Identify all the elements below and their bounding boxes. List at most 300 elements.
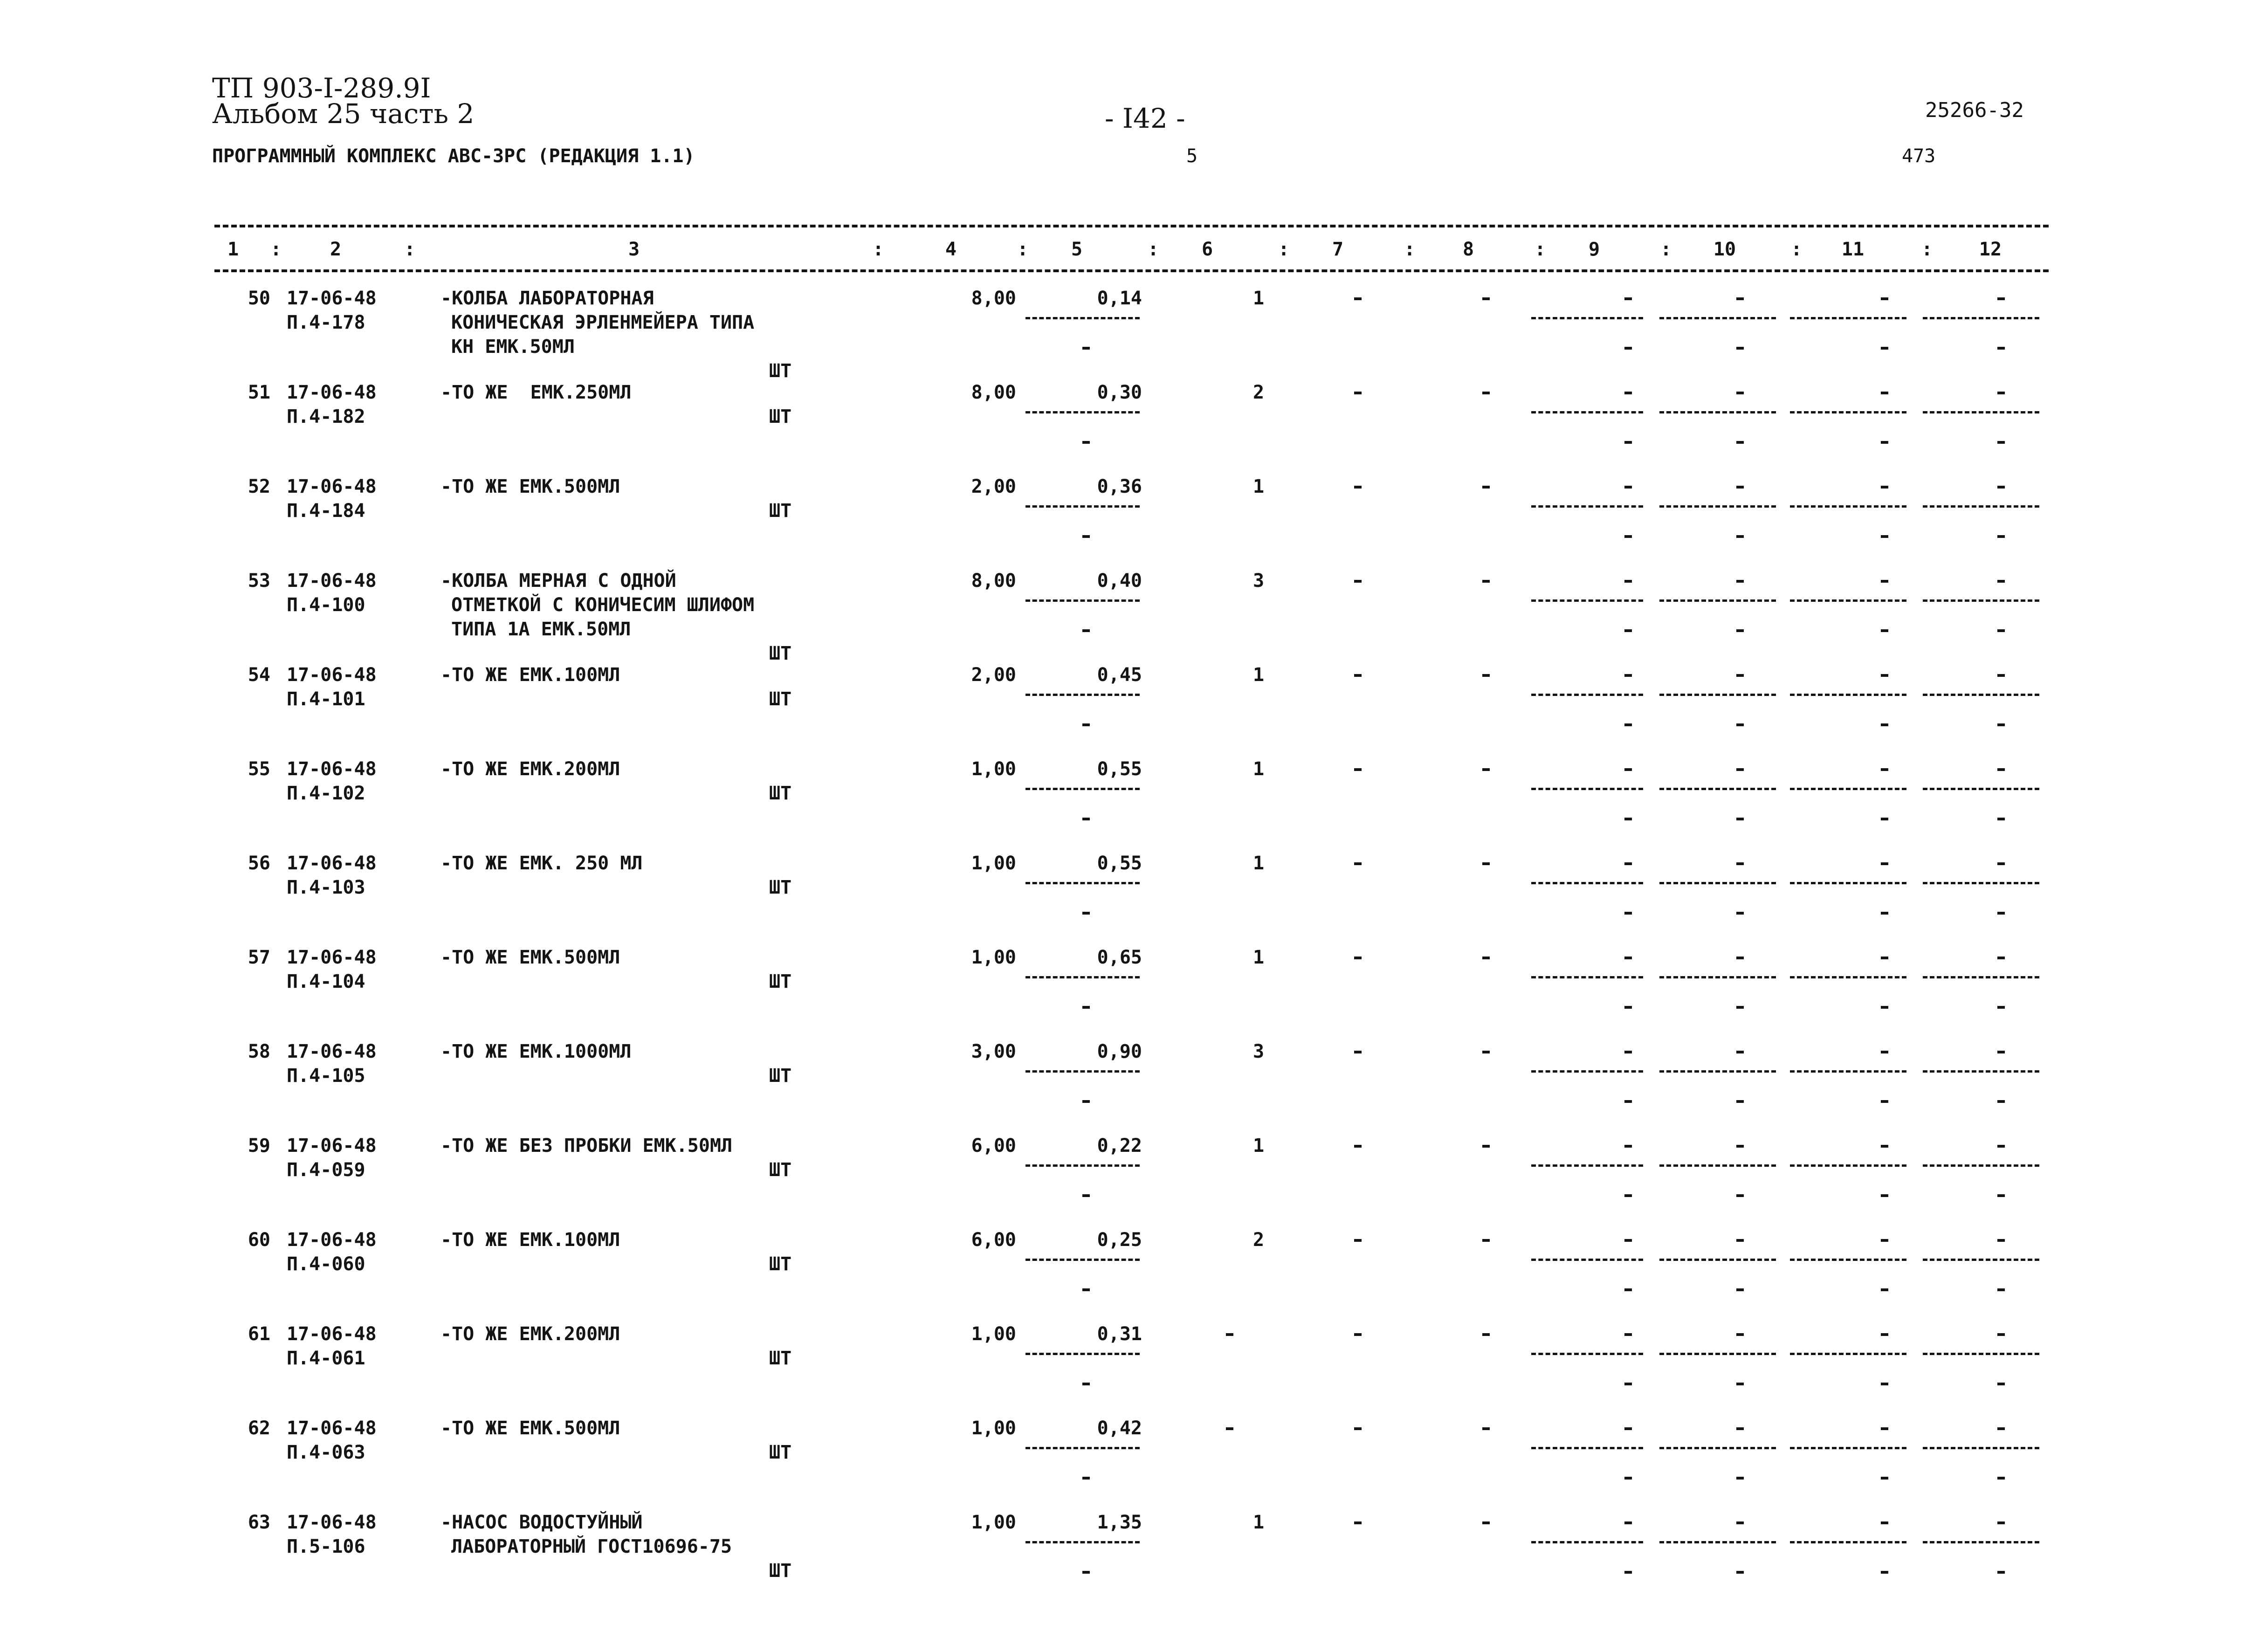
column-12-lower-empty-mark: [1997, 535, 2005, 538]
price-fraction-line: [1025, 1259, 1140, 1261]
column-11-fraction-line: [1790, 1541, 1906, 1543]
price-empty-mark: [1082, 1477, 1090, 1480]
item-description: ТИПА 1А ЕМК.50МЛ: [451, 619, 631, 640]
quantity-value: 8,00: [971, 288, 1016, 309]
column-10-empty-mark: [1736, 392, 1744, 394]
column-12-lower-empty-mark: [1997, 1571, 2005, 1574]
price-fraction-line: [1025, 505, 1140, 508]
column-12-empty-mark: [1997, 1333, 2005, 1336]
column-10-fraction-line: [1659, 694, 1776, 696]
column-10-fraction-line: [1659, 1259, 1776, 1261]
column-header-11: 11: [1841, 239, 1865, 260]
column-12-fraction-line: [1923, 599, 2039, 602]
column-10-fraction-line: [1659, 1353, 1776, 1355]
column-9-lower-empty-mark: [1624, 1571, 1632, 1574]
catalog-ref: П.4-104: [287, 971, 365, 992]
column-10-lower-empty-mark: [1736, 1477, 1744, 1480]
column-11-fraction-line: [1790, 1164, 1906, 1167]
item-description: -КОЛБА МЕРНАЯ С ОДНОЙ: [440, 570, 676, 592]
unit-label: ШТ: [769, 1348, 792, 1369]
column-9-lower-empty-mark: [1624, 629, 1632, 632]
column-10-empty-mark: [1736, 1051, 1744, 1053]
column-11-fraction-line: [1790, 505, 1906, 508]
price-empty-mark: [1082, 1100, 1090, 1103]
column-11-lower-empty-mark: [1881, 723, 1888, 726]
column-10-empty-mark: [1736, 1427, 1744, 1430]
price-code: 17-06-48: [287, 947, 377, 968]
column-7-empty-mark: [1354, 1333, 1362, 1336]
column-9-fraction-line: [1531, 411, 1643, 413]
price-value: 0,14: [1097, 288, 1142, 309]
column-10-fraction-line: [1659, 1447, 1776, 1449]
column-11-fraction-line: [1790, 411, 1906, 413]
item-description: -ТО ЖЕ ЕМК.500МЛ: [440, 947, 620, 968]
row-number: 57: [248, 947, 270, 968]
column-7-empty-mark: [1354, 486, 1362, 489]
column-separator: :: [1534, 239, 1546, 260]
column-9-fraction-line: [1531, 788, 1643, 790]
quantity-value: 1,00: [971, 1418, 1016, 1439]
column-9-lower-empty-mark: [1624, 912, 1632, 915]
item-description: ЛАБОРАТОРНЫЙ ГОСТ10696-75: [451, 1536, 732, 1557]
unit-label: ШТ: [769, 500, 792, 522]
column-12-empty-mark: [1997, 392, 2005, 394]
quantity-value: 3,00: [971, 1041, 1016, 1062]
item-description: -ТО ЖЕ ЕМК.1000МЛ: [440, 1041, 632, 1062]
column-10-fraction-line: [1659, 1541, 1776, 1543]
column-12-lower-empty-mark: [1997, 441, 2005, 444]
column-separator: :: [1148, 239, 1159, 260]
column-12-fraction-line: [1923, 411, 2039, 413]
column-separator: :: [270, 239, 282, 260]
column-10-empty-mark: [1736, 768, 1744, 771]
price-empty-mark: [1082, 723, 1090, 726]
price-empty-mark: [1082, 1288, 1090, 1291]
catalog-ref: П.4-059: [287, 1159, 365, 1181]
column-6-value: 1: [1252, 476, 1265, 497]
price-code: 17-06-48: [287, 476, 377, 497]
item-description: -КОЛБА ЛАБОРАТОРНАЯ: [440, 288, 654, 309]
column-10-lower-empty-mark: [1736, 912, 1744, 915]
column-header-6: 6: [1201, 239, 1213, 260]
item-description: -ТО ЖЕ БЕЗ ПРОБКИ ЕМК.50МЛ: [440, 1135, 733, 1156]
column-11-empty-mark: [1881, 1521, 1888, 1524]
unit-label: ШТ: [769, 971, 792, 992]
column-9-lower-empty-mark: [1624, 535, 1632, 538]
column-8-empty-mark: [1482, 862, 1490, 865]
column-10-lower-empty-mark: [1736, 347, 1744, 350]
column-11-lower-empty-mark: [1881, 1383, 1888, 1385]
column-11-fraction-line: [1790, 694, 1906, 696]
column-9-fraction-line: [1531, 505, 1643, 508]
column-11-empty-mark: [1881, 1051, 1888, 1053]
catalog-ref: П.4-103: [287, 877, 365, 898]
unit-label: ШТ: [769, 877, 792, 898]
column-8-empty-mark: [1482, 1145, 1490, 1148]
catalog-ref: П.4-061: [287, 1348, 365, 1369]
quantity-value: 6,00: [971, 1229, 1016, 1251]
column-12-lower-empty-mark: [1997, 912, 2005, 915]
column-separator: :: [1404, 239, 1416, 260]
column-7-empty-mark: [1354, 1051, 1362, 1053]
row-number: 50: [248, 288, 270, 309]
column-10-empty-mark: [1736, 1333, 1744, 1336]
catalog-ref: П.4-184: [287, 500, 365, 522]
column-9-empty-mark: [1624, 957, 1632, 959]
column-8-empty-mark: [1482, 957, 1490, 959]
price-empty-mark: [1082, 1383, 1090, 1385]
price-fraction-line: [1025, 694, 1140, 696]
price-code: 17-06-48: [287, 1229, 377, 1251]
column-9-fraction-line: [1531, 694, 1643, 696]
column-12-fraction-line: [1923, 1164, 2039, 1167]
column-9-lower-empty-mark: [1624, 1383, 1632, 1385]
price-fraction-line: [1025, 411, 1140, 413]
column-11-fraction-line: [1790, 1259, 1906, 1261]
column-10-empty-mark: [1736, 297, 1744, 300]
price-value: 0,65: [1097, 947, 1142, 968]
column-7-empty-mark: [1354, 1427, 1362, 1430]
column-10-empty-mark: [1736, 486, 1744, 489]
column-12-empty-mark: [1997, 1239, 2005, 1242]
column-12-lower-empty-mark: [1997, 818, 2005, 820]
column-11-fraction-line: [1790, 882, 1906, 884]
column-6-value: 1: [1252, 1135, 1265, 1156]
column-12-empty-mark: [1997, 957, 2005, 959]
column-8-empty-mark: [1482, 1427, 1490, 1430]
price-code: 17-06-48: [287, 288, 377, 309]
column-9-lower-empty-mark: [1624, 1006, 1632, 1009]
program-title: ПРОГРАММНЫЙ КОМПЛЕКС АВС-3РС (РЕДАКЦИЯ 1.1): [212, 145, 695, 167]
column-7-empty-mark: [1354, 862, 1362, 865]
unit-label: ШТ: [769, 1442, 792, 1463]
column-10-empty-mark: [1736, 1521, 1744, 1524]
price-empty-mark: [1082, 1571, 1090, 1574]
quantity-value: 1,00: [971, 1512, 1016, 1533]
price-code: 17-06-48: [287, 853, 377, 874]
column-7-empty-mark: [1354, 1145, 1362, 1148]
column-11-empty-mark: [1881, 1239, 1888, 1242]
column-8-empty-mark: [1482, 1051, 1490, 1053]
column-12-lower-empty-mark: [1997, 1194, 2005, 1197]
column-separator: :: [873, 239, 884, 260]
column-10-fraction-line: [1659, 411, 1776, 413]
column-10-lower-empty-mark: [1736, 1194, 1744, 1197]
page-number: - I42 -: [1105, 103, 1185, 134]
column-header-9: 9: [1588, 239, 1600, 260]
column-12-fraction-line: [1923, 1447, 2039, 1449]
column-9-lower-empty-mark: [1624, 723, 1632, 726]
item-description: -ТО ЖЕ ЕМК. 250 МЛ: [440, 853, 643, 874]
column-9-lower-empty-mark: [1624, 1194, 1632, 1197]
column-12-empty-mark: [1997, 674, 2005, 677]
column-9-empty-mark: [1624, 1521, 1632, 1524]
price-value: 0,30: [1097, 382, 1142, 403]
unit-label: ШТ: [769, 783, 792, 804]
column-header-8: 8: [1462, 239, 1474, 260]
column-12-lower-empty-mark: [1997, 1006, 2005, 1009]
price-code: 17-06-48: [287, 1512, 377, 1533]
column-12-empty-mark: [1997, 580, 2005, 583]
column-12-empty-mark: [1997, 486, 2005, 489]
column-11-lower-empty-mark: [1881, 1477, 1888, 1480]
column-9-empty-mark: [1624, 1333, 1632, 1336]
quantity-value: 1,00: [971, 853, 1016, 874]
price-value: 0,42: [1097, 1418, 1142, 1439]
column-7-empty-mark: [1354, 297, 1362, 300]
column-12-fraction-line: [1923, 317, 2039, 319]
column-10-fraction-line: [1659, 788, 1776, 790]
price-fraction-line: [1025, 599, 1140, 602]
price-fraction-line: [1025, 882, 1140, 884]
price-empty-mark: [1082, 818, 1090, 820]
price-value: 0,55: [1097, 758, 1142, 780]
column-11-empty-mark: [1881, 674, 1888, 677]
column-10-lower-empty-mark: [1736, 535, 1744, 538]
catalog-ref: П.4-178: [287, 312, 365, 333]
column-11-empty-mark: [1881, 1427, 1888, 1430]
item-description: -ТО ЖЕ ЕМК.500МЛ: [440, 1418, 620, 1439]
album-info: Альбом 25 часть 2: [212, 98, 475, 130]
price-code: 17-06-48: [287, 1418, 377, 1439]
column-10-lower-empty-mark: [1736, 1571, 1744, 1574]
column-9-empty-mark: [1624, 486, 1632, 489]
quantity-value: 8,00: [971, 570, 1016, 592]
column-9-fraction-line: [1531, 1353, 1643, 1355]
column-11-fraction-line: [1790, 1070, 1906, 1073]
column-12-lower-empty-mark: [1997, 1288, 2005, 1291]
price-fraction-line: [1025, 317, 1140, 319]
column-9-empty-mark: [1624, 297, 1632, 300]
column-6-empty-mark: [1226, 1333, 1233, 1336]
catalog-ref: П.4-101: [287, 688, 365, 710]
item-description: -ТО ЖЕ ЕМК.100МЛ: [440, 664, 620, 686]
column-11-lower-empty-mark: [1881, 1571, 1888, 1574]
column-9-lower-empty-mark: [1624, 441, 1632, 444]
column-11-empty-mark: [1881, 957, 1888, 959]
column-9-empty-mark: [1624, 768, 1632, 771]
unit-label: ШТ: [769, 360, 792, 382]
column-7-empty-mark: [1354, 580, 1362, 583]
price-fraction-line: [1025, 788, 1140, 790]
column-12-fraction-line: [1923, 1259, 2039, 1261]
row-number: 56: [248, 853, 270, 874]
column-11-fraction-line: [1790, 976, 1906, 978]
column-11-empty-mark: [1881, 297, 1888, 300]
column-12-empty-mark: [1997, 297, 2005, 300]
row-number: 53: [248, 570, 270, 592]
catalog-ref: П.4-060: [287, 1253, 365, 1275]
price-fraction-line: [1025, 1353, 1140, 1355]
catalog-ref: П.5-106: [287, 1536, 365, 1557]
column-11-fraction-line: [1790, 1353, 1906, 1355]
column-11-lower-empty-mark: [1881, 347, 1888, 350]
column-12-fraction-line: [1923, 1541, 2039, 1543]
price-code: 17-06-48: [287, 758, 377, 780]
column-8-empty-mark: [1482, 392, 1490, 394]
quantity-value: 6,00: [971, 1135, 1016, 1156]
item-description: ОТМЕТКОЙ С КОНИЧЕСИМ ШЛИФОМ: [451, 594, 755, 616]
column-11-empty-mark: [1881, 862, 1888, 865]
column-11-lower-empty-mark: [1881, 818, 1888, 820]
price-fraction-line: [1025, 1070, 1140, 1073]
column-11-lower-empty-mark: [1881, 1194, 1888, 1197]
column-8-empty-mark: [1482, 1239, 1490, 1242]
column-11-lower-empty-mark: [1881, 912, 1888, 915]
row-number: 54: [248, 664, 270, 686]
unit-label: ШТ: [769, 688, 792, 710]
column-9-fraction-line: [1531, 1447, 1643, 1449]
column-9-empty-mark: [1624, 1145, 1632, 1148]
column-header-4: 4: [945, 239, 957, 260]
unit-label: ШТ: [769, 643, 792, 664]
column-11-fraction-line: [1790, 788, 1906, 790]
column-12-empty-mark: [1997, 768, 2005, 771]
column-10-fraction-line: [1659, 505, 1776, 508]
price-fraction-line: [1025, 1164, 1140, 1167]
column-9-empty-mark: [1624, 580, 1632, 583]
row-number: 63: [248, 1512, 270, 1533]
price-empty-mark: [1082, 1006, 1090, 1009]
item-description: -ТО ЖЕ ЕМК.200МЛ: [440, 758, 620, 780]
quantity-value: 1,00: [971, 947, 1016, 968]
column-11-fraction-line: [1790, 1447, 1906, 1449]
column-separator: :: [1921, 239, 1933, 260]
column-11-empty-mark: [1881, 486, 1888, 489]
column-6-value: 2: [1252, 382, 1265, 403]
item-description: -ТО ЖЕ ЕМК.100МЛ: [440, 1229, 620, 1251]
column-separator: :: [1278, 239, 1290, 260]
item-description: КН ЕМК.50МЛ: [451, 336, 575, 358]
column-6-value: 1: [1252, 853, 1265, 874]
column-9-fraction-line: [1531, 976, 1643, 978]
column-10-empty-mark: [1736, 580, 1744, 583]
quantity-value: 8,00: [971, 382, 1016, 403]
column-8-empty-mark: [1482, 1333, 1490, 1336]
price-value: 0,55: [1097, 853, 1142, 874]
price-code: 17-06-48: [287, 664, 377, 686]
column-8-empty-mark: [1482, 1521, 1490, 1524]
column-9-fraction-line: [1531, 1259, 1643, 1261]
column-7-empty-mark: [1354, 1521, 1362, 1524]
price-fraction-line: [1025, 1541, 1140, 1543]
column-11-lower-empty-mark: [1881, 1100, 1888, 1103]
column-7-empty-mark: [1354, 957, 1362, 959]
sheet-ref: 25266-32: [1925, 98, 2024, 122]
column-6-value: 1: [1252, 664, 1265, 686]
column-12-lower-empty-mark: [1997, 1477, 2005, 1480]
column-6-value: 1: [1252, 288, 1265, 309]
column-6-value: 1: [1252, 1512, 1265, 1533]
row-number: 62: [248, 1418, 270, 1439]
column-12-empty-mark: [1997, 1427, 2005, 1430]
column-10-fraction-line: [1659, 317, 1776, 319]
column-9-fraction-line: [1531, 1541, 1643, 1543]
column-12-fraction-line: [1923, 1353, 2039, 1355]
price-value: 0,31: [1097, 1323, 1142, 1345]
catalog-ref: П.4-105: [287, 1065, 365, 1087]
column-10-empty-mark: [1736, 674, 1744, 677]
item-description: -ТО ЖЕ ЕМК.200МЛ: [440, 1323, 620, 1345]
column-9-fraction-line: [1531, 882, 1643, 884]
column-12-fraction-line: [1923, 976, 2039, 978]
column-9-empty-mark: [1624, 674, 1632, 677]
price-value: 0,45: [1097, 664, 1142, 686]
column-12-lower-empty-mark: [1997, 629, 2005, 632]
column-11-empty-mark: [1881, 392, 1888, 394]
price-fraction-line: [1025, 976, 1140, 978]
row-number: 60: [248, 1229, 270, 1251]
row-number: 59: [248, 1135, 270, 1156]
column-9-lower-empty-mark: [1624, 347, 1632, 350]
column-6-value: 3: [1252, 1041, 1265, 1062]
column-9-fraction-line: [1531, 1164, 1643, 1167]
column-10-empty-mark: [1736, 1239, 1744, 1242]
column-9-lower-empty-mark: [1624, 1477, 1632, 1480]
column-10-lower-empty-mark: [1736, 441, 1744, 444]
column-10-fraction-line: [1659, 882, 1776, 884]
catalog-ref: П.4-063: [287, 1442, 365, 1463]
item-description: КОНИЧЕСКАЯ ЭРЛЕНМЕЙЕРА ТИПА: [451, 312, 755, 333]
item-description: -ТО ЖЕ ЕМК.500МЛ: [440, 476, 620, 497]
column-9-empty-mark: [1624, 392, 1632, 394]
column-header-7: 7: [1332, 239, 1344, 260]
column-11-empty-mark: [1881, 768, 1888, 771]
column-9-fraction-line: [1531, 317, 1643, 319]
column-header-12: 12: [1979, 239, 2002, 260]
column-8-empty-mark: [1482, 486, 1490, 489]
column-10-lower-empty-mark: [1736, 1100, 1744, 1103]
price-empty-mark: [1082, 629, 1090, 632]
unit-label: ШТ: [769, 1560, 792, 1582]
column-8-empty-mark: [1482, 297, 1490, 300]
column-6-value: 1: [1252, 758, 1265, 780]
column-10-empty-mark: [1736, 957, 1744, 959]
price-value: 0,22: [1097, 1135, 1142, 1156]
column-separator: :: [404, 239, 416, 260]
column-10-lower-empty-mark: [1736, 1288, 1744, 1291]
column-9-empty-mark: [1624, 1427, 1632, 1430]
column-10-fraction-line: [1659, 1164, 1776, 1167]
price-empty-mark: [1082, 1194, 1090, 1197]
column-10-lower-empty-mark: [1736, 723, 1744, 726]
table-top-rule: [214, 225, 2049, 227]
column-11-lower-empty-mark: [1881, 1288, 1888, 1291]
price-value: 0,25: [1097, 1229, 1142, 1251]
column-12-fraction-line: [1923, 882, 2039, 884]
column-header-5: 5: [1071, 239, 1083, 260]
column-12-empty-mark: [1997, 1145, 2005, 1148]
column-separator: :: [1660, 239, 1672, 260]
column-10-lower-empty-mark: [1736, 1383, 1744, 1385]
column-9-lower-empty-mark: [1624, 818, 1632, 820]
catalog-ref: П.4-100: [287, 594, 365, 616]
column-7-empty-mark: [1354, 1239, 1362, 1242]
price-value: 0,36: [1097, 476, 1142, 497]
column-11-empty-mark: [1881, 1333, 1888, 1336]
price-value: 0,90: [1097, 1041, 1142, 1062]
column-9-fraction-line: [1531, 1070, 1643, 1073]
column-6-empty-mark: [1226, 1427, 1233, 1430]
unit-label: ШТ: [769, 406, 792, 427]
column-header-10: 10: [1713, 239, 1736, 260]
column-7-empty-mark: [1354, 674, 1362, 677]
unit-label: ШТ: [769, 1159, 792, 1181]
row-number: 51: [248, 382, 270, 403]
column-7-empty-mark: [1354, 768, 1362, 771]
column-11-empty-mark: [1881, 580, 1888, 583]
column-6-value: 1: [1252, 947, 1265, 968]
